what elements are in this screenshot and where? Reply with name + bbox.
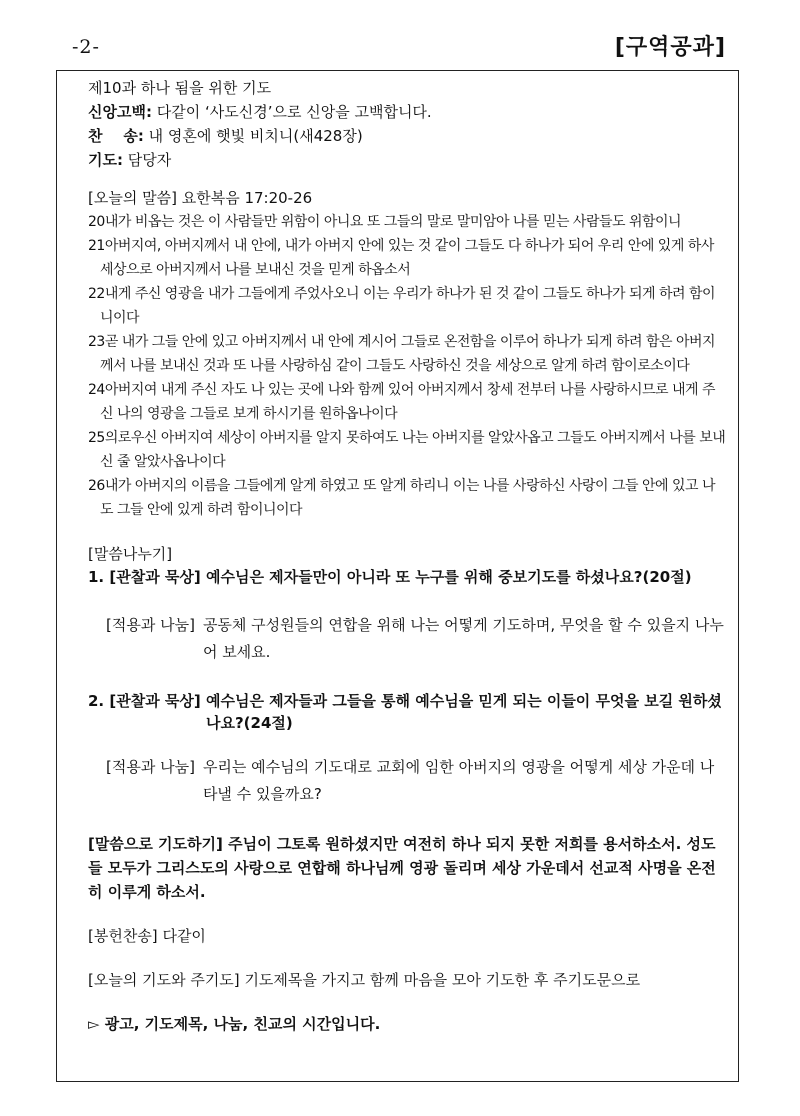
verse-22: 22내게 주신 영광을 내가 그들에게 주었사오니 이는 우리가 하나가 된 것 같이 그들도 하나가 되게 하려 함이니이다 xyxy=(88,286,716,326)
closing-prayer xyxy=(88,832,728,904)
word-label: [오늘의 말씀] xyxy=(88,189,177,207)
word-reference: 요한복음 17:20-26 xyxy=(181,189,313,207)
today-prayer-line xyxy=(88,968,728,992)
verse-26: 26내가 아버지의 이름을 그들에게 알게 하였고 또 알게 하리니 이는 나를 사랑하신 사랑이 그들 안에 있고 나도 그들 안에 있게 하려 함이니이다 xyxy=(88,478,716,518)
section-tag: [구역공과] xyxy=(614,35,726,60)
today-prayer-label: [오늘의 기도와 주기도] xyxy=(88,971,240,989)
application-2 xyxy=(106,754,728,808)
verse-24: 24아버지여 내게 주신 자도 나 있는 곳에 나와 함께 있어 아버지께서 창세 전부터 나를 사랑하시므로 내게 주신 나의 영광을 그들로 보게 하시기를 원하옵나이다 xyxy=(88,382,716,422)
question-2-label: 2. [관찰과 묵상] xyxy=(88,692,201,710)
offering-label: [봉헌찬송] xyxy=(88,927,158,945)
closing-prayer-text: 주님이 그토록 원하셨지만 여전히 하나 되지 못한 저희를 용서하소서. 성도들 모두가 그리스도의 사랑으로 연합해 하나님께 영광 돌리며 세상 가운데서 선교적 사명을 온전히 이루게 하소서. xyxy=(88,835,716,901)
verse-20: 20내가 비옵는 것은 이 사람들만 위함이 아니요 또 그들의 말로 말미암아 나를 믿는 사람들도 위함이니 xyxy=(88,214,682,230)
verse-23: 23곧 내가 그들 안에 있고 아버지께서 내 안에 계시어 그들로 온전함을 이루어 하나가 되게 하려 함은 아버지께서 나를 보내신 것과 또 나를 사랑하심 같이 그들도 사랑하신 것을 세상으로 알게 하려 함이로소이다 xyxy=(88,334,716,374)
question-1-text: 예수님은 제자들만이 아니라 또 누구를 위해 중보기도를 하셨나요?(20절) xyxy=(205,568,692,586)
hymn-text: 내 영혼에 햇빛 비치니(새428장) xyxy=(148,127,363,145)
prayer-line xyxy=(88,148,728,172)
lesson-content xyxy=(88,76,728,1036)
announcement-text: 광고, 기도제목, 나눔, 친교의 시간입니다. xyxy=(104,1015,381,1033)
creed-line xyxy=(88,100,728,124)
application-1-text: 공동체 구성원들의 연합을 위해 나는 어떻게 기도하며, 무엇을 할 수 있을지 나누어 보세요. xyxy=(202,616,724,661)
creed-label: 신앙고백: xyxy=(88,103,152,121)
lesson-title: 제10과 하나 됨을 위한 기도 xyxy=(88,79,272,97)
offering-line xyxy=(88,924,728,948)
sharing-label: [말씀나누기] xyxy=(88,545,173,563)
prayer-label: 기도: xyxy=(88,151,123,169)
question-2 xyxy=(88,690,728,734)
hymn-line xyxy=(88,124,728,148)
application-2-label: [적용과 나눔] xyxy=(106,758,195,776)
offering-text: 다같이 xyxy=(162,927,206,945)
page-number: -2- xyxy=(72,36,100,58)
triangle-right-icon: ▻ xyxy=(88,1015,100,1033)
today-prayer-text: 기도제목을 가지고 함께 마음을 모아 기도한 후 주기도문으로 xyxy=(244,971,641,989)
verse-25: 25의로우신 아버지여 세상이 아버지를 알지 못하여도 나는 아버지를 알았사옵고 그들도 아버지께서 나를 보내신 줄 알았사옵나이다 xyxy=(88,430,726,470)
closing-prayer-label: [말씀으로 기도하기] xyxy=(88,835,223,853)
hymn-label: 찬 송: xyxy=(88,127,144,145)
application-1 xyxy=(106,612,728,666)
word-header xyxy=(88,186,728,210)
application-2-text: 우리는 예수님의 기도대로 교회에 임한 아버지의 영광을 어떻게 세상 가운데 나타낼 수 있을까요? xyxy=(202,758,715,803)
prayer-text: 담당자 xyxy=(127,151,172,169)
announcement-line xyxy=(88,1012,728,1036)
question-2-text: 예수님은 제자들과 그들을 통해 예수님을 믿게 되는 이들이 무엇을 보길 원하셨나요?(24절) xyxy=(205,692,722,732)
question-1-label: 1. [관찰과 묵상] xyxy=(88,568,201,586)
question-1 xyxy=(88,566,728,588)
creed-text: 다같이 ‘사도신경’으로 신앙을 고백합니다. xyxy=(156,103,432,121)
application-1-label: [적용과 나눔] xyxy=(106,616,195,634)
verse-21: 21아버지여, 아버지께서 내 안에, 내가 아버지 안에 있는 것 같이 그들도 다 하나가 되어 우리 안에 있게 하사 세상으로 아버지께서 나를 보내신 것을 믿게 하옵소서 xyxy=(88,238,714,278)
